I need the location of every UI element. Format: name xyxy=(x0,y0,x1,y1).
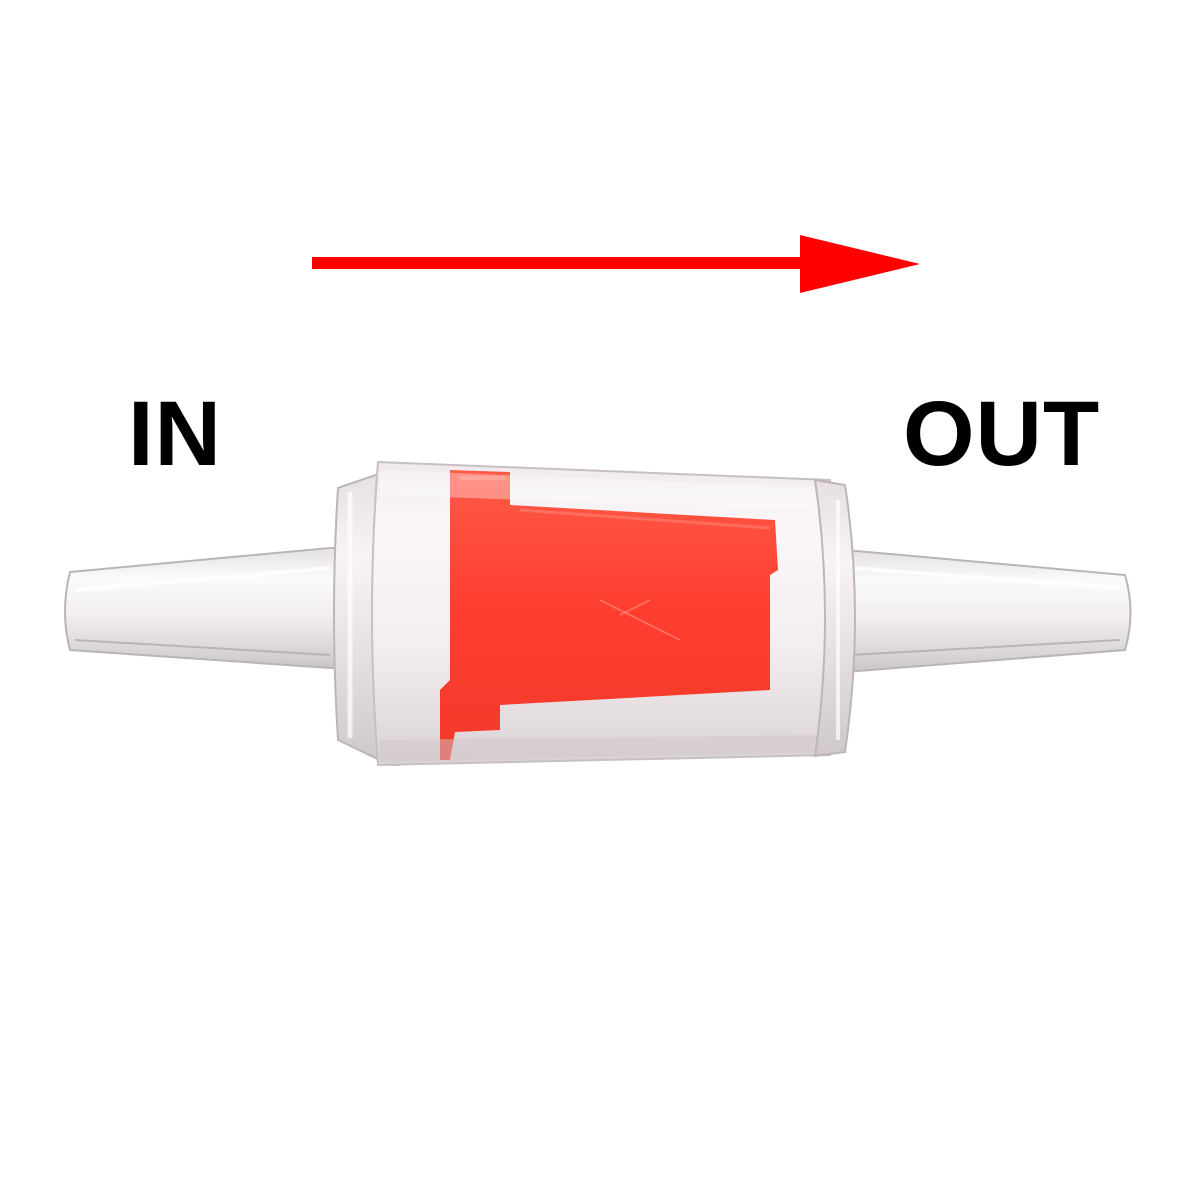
inlet-barb xyxy=(65,548,342,668)
flow-arrow-icon xyxy=(312,235,920,293)
outlet-label: OUT xyxy=(903,383,1101,485)
outlet-barb xyxy=(845,550,1131,672)
inlet-label: IN xyxy=(128,383,222,485)
